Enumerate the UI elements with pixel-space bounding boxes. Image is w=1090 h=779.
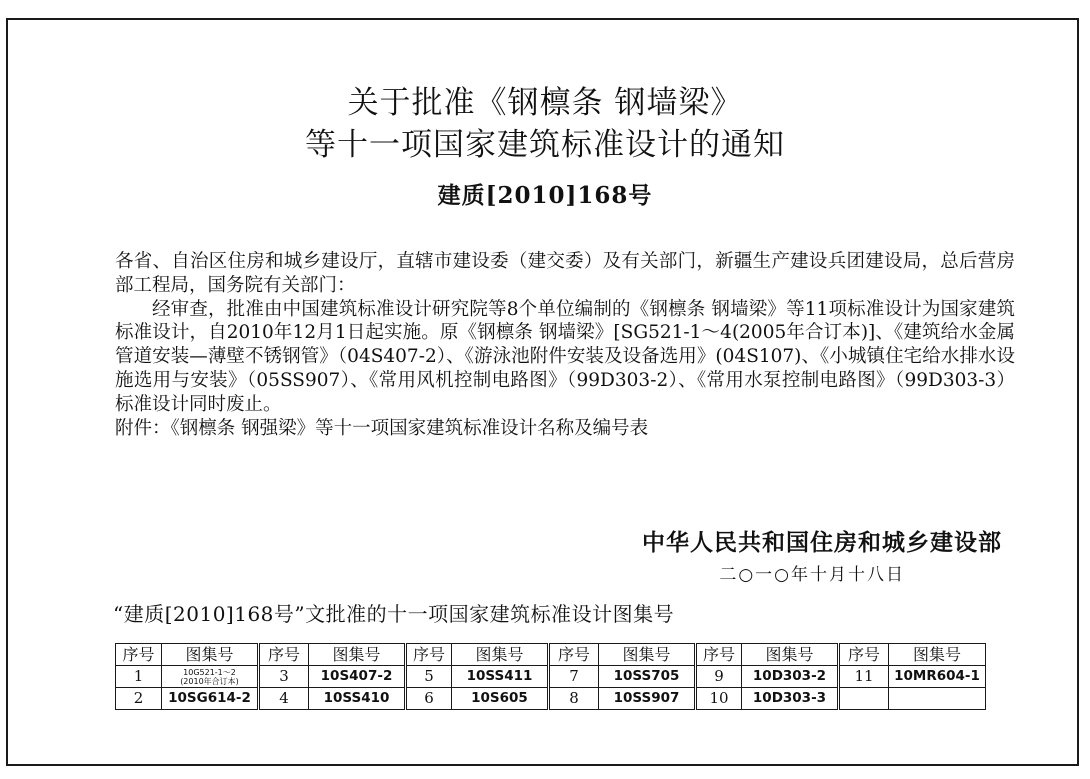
code-cell: 10SS705 bbox=[599, 666, 696, 688]
notice-title-line-2: 等十一项国家建筑标准设计的通知 bbox=[305, 127, 785, 163]
main-paragraph: 经审查，批准由中国建筑标准设计研究院等8个单位编制的《钢檩条 钢墙梁》等11项标准设计为国家建筑标准设计，自2010年12月1日起实施。原《钢檩条 钢墙梁》[SG521-1～4(2005年合订本)]、《建筑给水金属管道安装—薄壁不锈钢管》（04S407-2）、《游泳池附件安装及设备选用》(04S107)、《小城镇住宅给水排水设施选用与安装》（05SS907）、《常用风机控制电路图》（99D303-2）、《常用水泵控制电路图》（99D303-3）标准设计同时废止。 bbox=[115, 298, 1015, 415]
code-cell: 10SS410 bbox=[309, 688, 406, 710]
seq-cell: 1 bbox=[116, 666, 162, 688]
code-line: 10G521-1～2 bbox=[183, 667, 236, 677]
seq-cell: 6 bbox=[406, 688, 452, 710]
empty-cell bbox=[839, 688, 889, 710]
table-row bbox=[116, 688, 986, 710]
code-cell bbox=[162, 666, 259, 688]
code-cell: 10SG614-2 bbox=[162, 688, 259, 710]
header-code: 图集号 bbox=[889, 644, 986, 666]
code-cell: 10D303-2 bbox=[742, 666, 839, 688]
code-line: (2010年合订本) bbox=[180, 676, 239, 686]
seq-cell: 9 bbox=[696, 666, 742, 688]
header-seq: 序号 bbox=[696, 644, 742, 666]
header-code: 图集号 bbox=[742, 644, 839, 666]
header-seq: 序号 bbox=[549, 644, 599, 666]
header-seq: 序号 bbox=[406, 644, 452, 666]
seq-cell: 3 bbox=[259, 666, 309, 688]
issuing-authority: 中华人民共和国住房和城乡建设部 bbox=[642, 530, 1002, 556]
attachment-line: 附件：《钢檩条 钢强梁》等十一项国家建筑标准设计名称及编号表 bbox=[115, 417, 649, 439]
seq-cell: 8 bbox=[549, 688, 599, 710]
header-code: 图集号 bbox=[452, 644, 549, 666]
seq-cell: 5 bbox=[406, 666, 452, 688]
seq-cell: 11 bbox=[839, 666, 889, 688]
code-cell: 10SS411 bbox=[452, 666, 549, 688]
code-cell: 10SS907 bbox=[599, 688, 696, 710]
document-number: 建质[2010]168号 bbox=[437, 182, 653, 209]
seq-cell: 7 bbox=[549, 666, 599, 688]
header-seq: 序号 bbox=[839, 644, 889, 666]
table-row bbox=[116, 666, 986, 688]
header-code: 图集号 bbox=[599, 644, 696, 666]
header-seq: 序号 bbox=[116, 644, 162, 666]
code-cell: 10S407-2 bbox=[309, 666, 406, 688]
header-code: 图集号 bbox=[309, 644, 406, 666]
code-cell: 10MR604-1 bbox=[889, 666, 986, 688]
table-header-row bbox=[116, 644, 986, 666]
seq-cell: 10 bbox=[696, 688, 742, 710]
code-cell: 10D303-3 bbox=[742, 688, 839, 710]
header-seq: 序号 bbox=[259, 644, 309, 666]
atlas-number-table bbox=[115, 643, 986, 710]
header-code: 图集号 bbox=[162, 644, 259, 666]
recipients-paragraph: 各省、自治区住房和城乡建设厅，直辖市建设委（建交委）及有关部门，新疆生产建设兵团建设局，总后营房部工程局，国务院有关部门： bbox=[115, 251, 1015, 296]
empty-cell bbox=[889, 688, 986, 710]
seq-cell: 4 bbox=[259, 688, 309, 710]
issue-date: 二○一○年十月十八日 bbox=[719, 565, 905, 585]
seq-cell: 2 bbox=[116, 688, 162, 710]
notice-title-line-1: 关于批准《钢檩条 钢墙梁》 bbox=[347, 85, 743, 121]
code-cell: 10S605 bbox=[452, 688, 549, 710]
notice-body bbox=[115, 250, 1015, 440]
table-caption: “建质[2010]168号”文批准的十一项国家建筑标准设计图集号 bbox=[113, 602, 675, 626]
